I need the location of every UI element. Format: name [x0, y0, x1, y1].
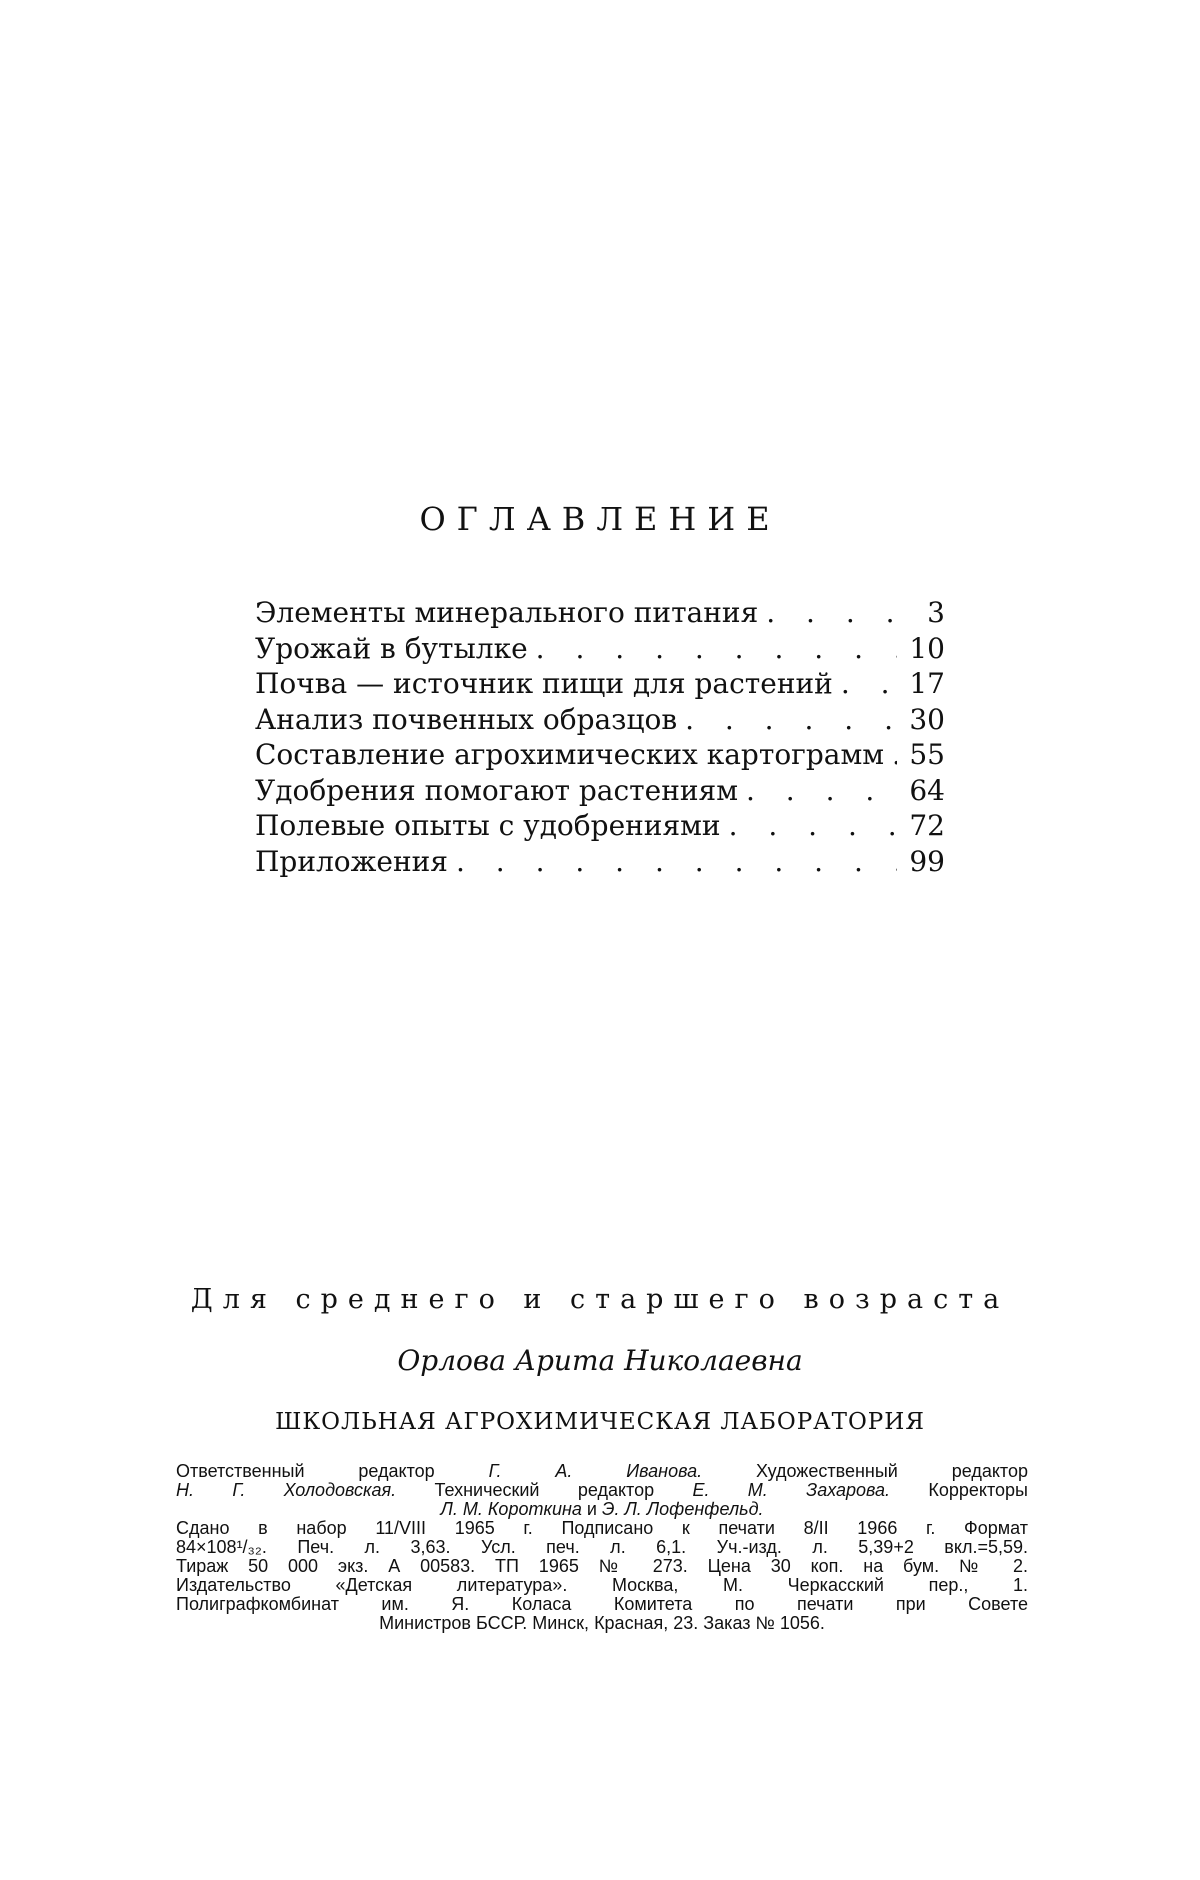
toc-entry-title: Почва — источник пищи для растений	[255, 667, 833, 700]
toc-entry-title: Элементы минерального питания	[255, 596, 759, 629]
toc-leader-dots	[456, 845, 897, 878]
toc-leader-dots	[892, 738, 897, 771]
toc-entry	[255, 632, 945, 668]
toc-entry-page: 99	[909, 844, 945, 878]
imprint-text: Художественный редактор	[702, 1461, 1028, 1481]
table-of-contents	[255, 596, 945, 880]
proofreader-name: Э. Л. Лофенфельд.	[601, 1499, 764, 1519]
imprint-line: Издательство «Детская литература». Москва, М. Черкасский пер., 1.	[176, 1575, 1028, 1595]
imprint-line: 84×108¹/₃₂. Печ. л. 3,63. Усл. печ. л. 6,1. Уч.-изд. л. 5,39+2 вкл.=5,59.	[176, 1537, 1028, 1557]
proofreader-name: Л. М. Короткина	[440, 1499, 582, 1519]
toc-entry-title: Полевые опыты с удобрениями	[255, 809, 721, 842]
toc-leader-dots	[536, 632, 898, 665]
toc-entry-title: Составление агрохимических картограмм	[255, 738, 885, 771]
imprint-block	[176, 1462, 1028, 1633]
tech-editor-name: Е. М. Захарова.	[692, 1480, 891, 1500]
toc-entry	[255, 667, 945, 703]
toc-entry	[255, 845, 945, 881]
toc-entry	[255, 774, 945, 810]
toc-leader-dots	[685, 703, 897, 736]
toc-entry-page: 10	[909, 631, 945, 665]
imprint-text: Корректоры	[890, 1480, 1028, 1500]
toc-leader-dots	[729, 809, 898, 842]
author-name: Орлова Арита Николаевна	[397, 1344, 803, 1377]
toc-entry-page: 72	[909, 809, 945, 842]
toc-entry	[255, 738, 945, 774]
toc-entry	[255, 703, 945, 739]
table-of-contents-heading: ОГЛАВЛЕНИЕ	[419, 500, 781, 538]
toc-entry-title: Приложения	[255, 844, 448, 878]
imprint-line: Полиграфкомбинат им. Я. Коласа Комитета по печати при Совете	[176, 1594, 1028, 1614]
toc-entry-title: Анализ почвенных образцов	[255, 702, 678, 736]
toc-entry-title: Удобрения помогают растениям	[255, 773, 738, 807]
imprint-text: Технический редактор	[396, 1480, 693, 1500]
editor-name: Г. А. Иванова.	[488, 1461, 703, 1481]
toc-entry-page: 64	[909, 773, 945, 807]
toc-leader-dots	[746, 774, 897, 807]
art-editor-name: Н. Г. Холодовская.	[176, 1480, 397, 1500]
imprint-line	[176, 1500, 1028, 1519]
toc-entry-title: Урожай в бутылке	[255, 631, 528, 665]
toc-entry-page: 55	[909, 738, 945, 771]
imprint-line: Тираж 50 000 экз. А 00583. ТП 1965 № 273. Цена 30 коп. на бум. № 2.	[176, 1556, 1028, 1576]
toc-entry-page: 30	[909, 702, 945, 736]
toc-entry	[255, 809, 945, 845]
book-title: ШКОЛЬНАЯ АГРОХИМИЧЕСКАЯ ЛАБОРАТОРИЯ	[275, 1409, 925, 1435]
toc-leader-dots	[841, 667, 898, 700]
imprint-line: Министров БССР. Минск, Красная, 23. Заказ № 1056.	[379, 1613, 825, 1633]
imprint-text: и	[581, 1499, 602, 1519]
imprint-line	[176, 1481, 1028, 1500]
imprint-text: Ответственный редактор	[176, 1461, 489, 1481]
age-audience-note: Для среднего и старшего возраста	[190, 1284, 1010, 1315]
imprint-line: Сдано в набор 11/VIII 1965 г. Подписано к печати 8/II 1966 г. Формат	[176, 1518, 1028, 1538]
imprint-line	[176, 1462, 1028, 1481]
toc-entry	[255, 596, 945, 632]
toc-entry-page: 17	[909, 667, 945, 700]
toc-entry-page: 3	[927, 596, 945, 629]
toc-leader-dots	[766, 596, 899, 629]
